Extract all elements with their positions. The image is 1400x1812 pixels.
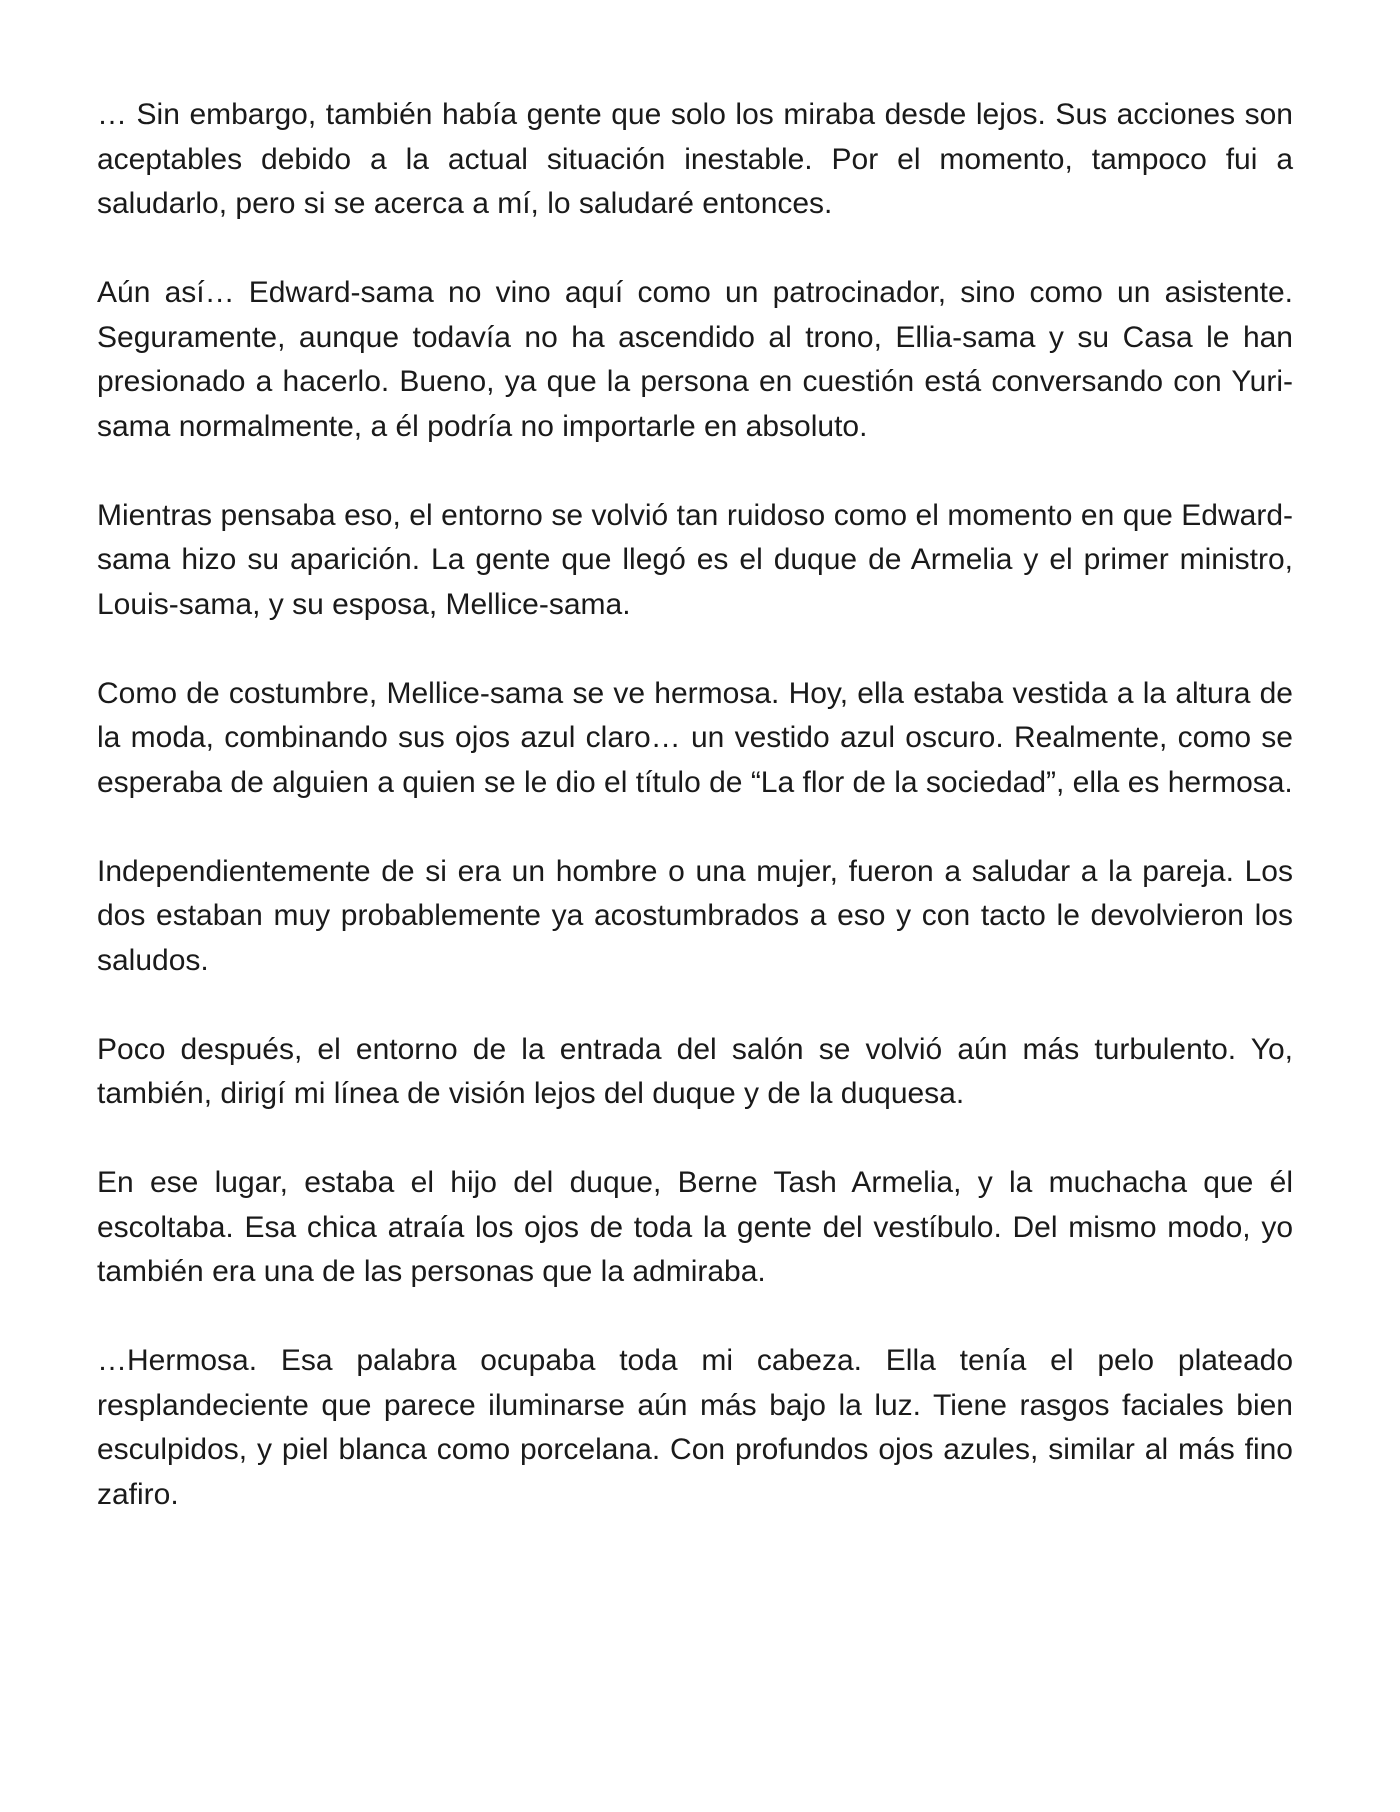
document-page [97,93,1293,1517]
paragraph-1: … Sin embargo, también había gente que solo los miraba desde lejos. Sus acciones son aceptables debido a la actual situación inestable. Por el momento, tampoco fui a saludarlo, pero si se acerca a mí, lo saludaré entonces. [97,98,1293,220]
paragraph-7: En ese lugar, estaba el hijo del duque, Berne Tash Armelia, y la muchacha que él escoltaba. Esa chica atraía los ojos de toda la gente del vestíbulo. Del mismo modo, yo también era una de las personas que la admiraba. [97,1166,1293,1288]
paragraph-5: Independientemente de si era un hombre o una mujer, fueron a saludar a la pareja. Los dos estaban muy probablemente ya acostumbrados a eso y con tacto le devolvieron los saludos. [97,854,1293,977]
paragraph-3: Mientras pensaba eso, el entorno se volvió tan ruidoso como el momento en que Edward-sama hizo su aparición. La gente que llegó es el duque de Armelia y el primer ministro, Louis-sama, y su esposa, Mellice-sama. [97,498,1293,621]
paragraph-8: …Hermosa. Esa palabra ocupaba toda mi cabeza. Ella tenía el pelo plateado resplandeciente que parece iluminarse aún más bajo la luz. Tiene rasgos faciales bien esculpidos, y piel blanca como porcelana. Con profundos ojos azules, similar al más fino zafiro. [97,1344,1293,1511]
paragraph-2: Aún así… Edward-sama no vino aquí como un patrocinador, sino como un asistente. Seguramente, aunque todavía no ha ascendido al trono, Ellia-sama y su Casa le han presionado a hacerlo. Bueno, ya que la persona en cuestión está conversando con Yuri-sama normalmente, a él podría no importarle en absoluto. [97,276,1293,443]
paragraph-4: Como de costumbre, Mellice-sama se ve hermosa. Hoy, ella estaba vestida a la altura de la moda, combinando sus ojos azul claro… un vestido azul oscuro. Realmente, como se esperaba de alguien a quien se le dio el título de “La flor de la sociedad”, ella es hermosa. [97,676,1293,799]
paragraph-6: Poco después, el entorno de la entrada del salón se volvió aún más turbulento. Yo, también, dirigí mi línea de visión lejos del duque y de la duquesa. [97,1032,1293,1110]
